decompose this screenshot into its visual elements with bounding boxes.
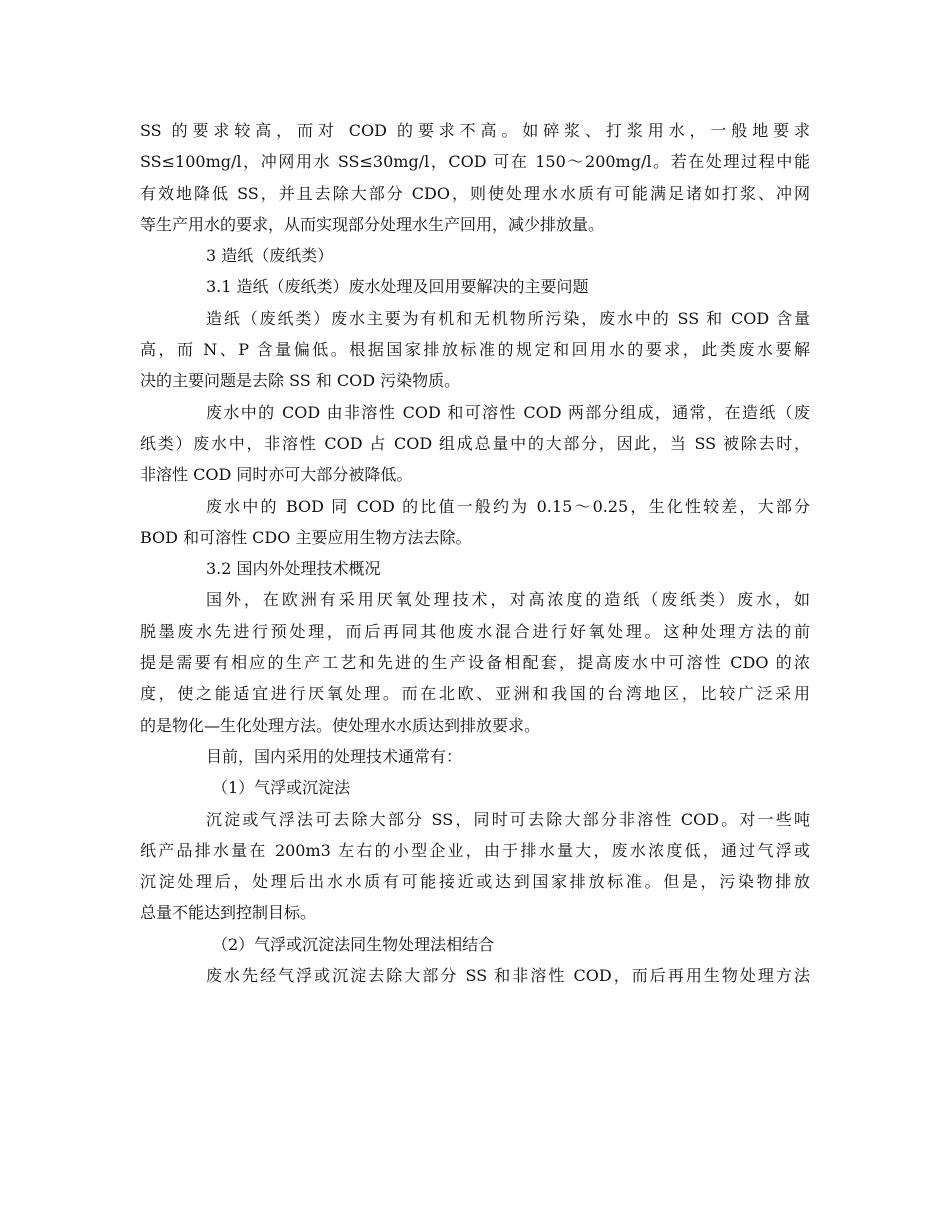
subsection-heading: 3.2 国内外处理技术概况 (206, 559, 381, 579)
text-line: 纸类）废水中，非溶性 COD 占 COD 组成总量中的大部分，因此，当 SS 被除去时， (140, 433, 810, 453)
text-line: 非溶性 COD 同时亦可大部分被降低。 (140, 465, 413, 485)
list-item-heading: （1）气浮或沉淀法 (212, 778, 351, 798)
text-line: SS 的要求较高，而对 COD 的要求不高。如碎浆、打浆用水，一般地要求 (140, 121, 810, 140)
text-line: 有效地降低 SS，并且去除大部分 CDO，则使处理水水质有可能满足诸如打浆、冲网 (140, 183, 810, 203)
paragraph-first-line: 沉淀或气浮法可去除大部分 SS，同时可去除大部分非溶性 COD。对一些吨 (206, 809, 810, 829)
document-page (140, 115, 810, 991)
text-line: 总量不能达到控制目标。 (140, 903, 317, 923)
text-line: SS≤100mg/l，冲网用水 SS≤30mg/l，COD 可在 150～200mg/l。若在处理过程中能 (140, 152, 810, 172)
list-item-heading: （2）气浮或沉淀法同生物处理法相结合 (212, 934, 495, 954)
paragraph-first-line: 国外，在欧洲有采用厌氧处理技术，对高浓度的造纸（废纸类）废水，如 (206, 590, 810, 610)
paragraph-first-line: 目前，国内采用的处理技术通常有： (206, 746, 463, 766)
text-line: 度，使之能适宜进行厌氧处理。而在北欧、亚洲和我国的台湾地区，比较广泛采用 (140, 684, 810, 704)
paragraph-first-line: 废水中的 COD 由非溶性 COD 和可溶性 COD 两部分组成，通常，在造纸（废 (206, 402, 810, 422)
text-line: BOD 和可溶性 CDO 主要应用生物方法去除。 (140, 527, 472, 547)
section-heading: 3 造纸（废纸类） (206, 246, 334, 266)
text-line: 决的主要问题是去除 SS 和 COD 污染物质。 (140, 371, 461, 391)
paragraph-first-line: 造纸（废纸类）废水主要为有机和无机物所污染，废水中的 SS 和 COD 含量 (206, 308, 810, 328)
text-line: 高，而 N、P 含量偏低。根据国家排放标准的规定和回用水的要求，此类废水要解 (140, 340, 810, 360)
text-line: 的是物化—生化处理方法。使处理水水质达到排放要求。 (140, 715, 541, 735)
text-line: 等生产用水的要求，从而实现部分处理水生产回用，减少排放量。 (140, 214, 605, 234)
text-line: 提是需要有相应的生产工艺和先进的生产设备相配套，提高废水中可溶性 CDO 的浓 (140, 653, 810, 673)
paragraph-first-line: 废水先经气浮或沉淀去除大部分 SS 和非溶性 COD，而后再用生物处理方法 (206, 966, 810, 986)
text-line: 纸产品排水量在 200m3 左右的小型企业，由于排水量大，废水浓度低，通过气浮或 (140, 840, 810, 860)
paragraph-first-line: 废水中的 BOD 同 COD 的比值一般约为 0.15～0.25，生化性较差，大部分 (206, 496, 810, 516)
text-line: 沉淀处理后，处理后出水水质有可能接近或达到国家排放标准。但是，污染物排放 (140, 872, 810, 892)
subsection-heading: 3.1 造纸（废纸类）废水处理及回用要解决的主要问题 (206, 277, 589, 297)
text-line: 脱墨废水先进行预处理，而后再同其他废水混合进行好氧处理。这种处理方法的前 (140, 621, 810, 641)
